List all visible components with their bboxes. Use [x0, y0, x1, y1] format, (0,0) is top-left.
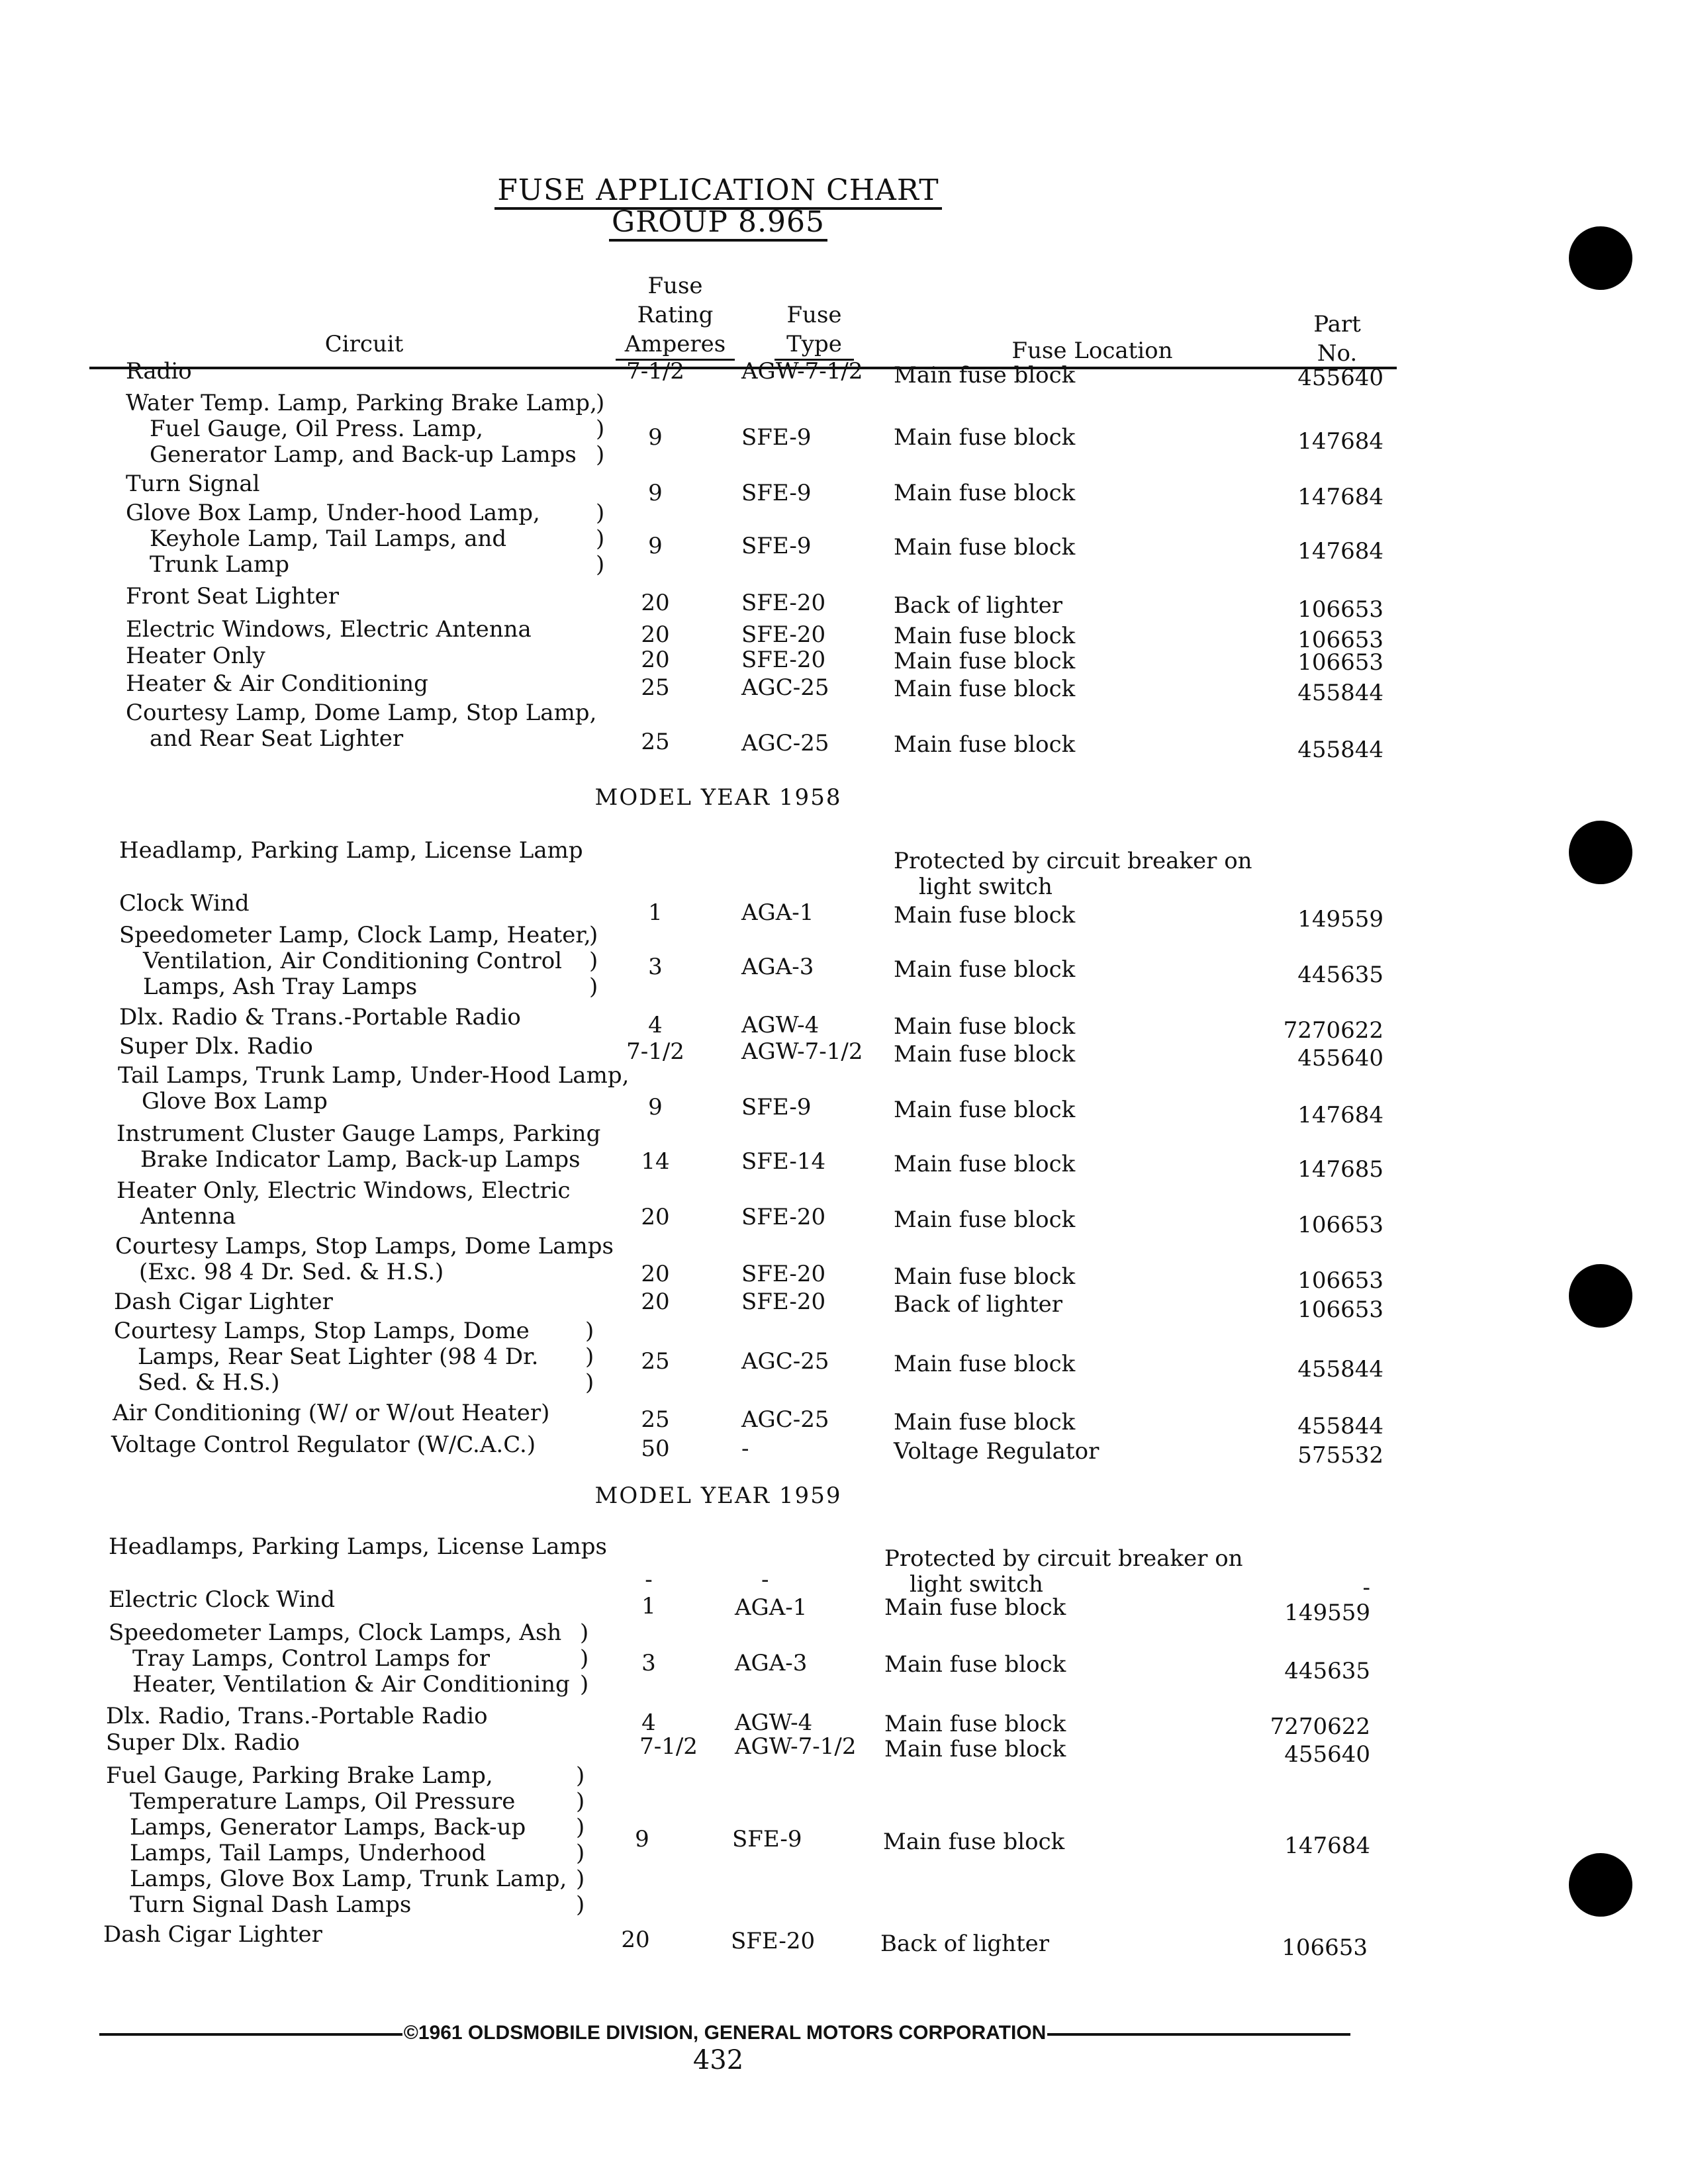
type-cell: SFE-9 — [741, 533, 812, 559]
circuit-line: Turn Signal Dash Lamps — [130, 1891, 412, 1918]
header-location-label: Fuse Location — [1011, 338, 1173, 364]
type-cell: SFE-20 — [741, 590, 826, 616]
circuit-line: Super Dlx. Radio — [106, 1729, 300, 1756]
location-line: Main fuse block — [894, 648, 1076, 674]
part-cell: 455844 — [1297, 1356, 1383, 1383]
circuit-line: Glove Box Lamp, Under-hood Lamp, — [126, 500, 540, 526]
location-line: Main fuse block — [894, 956, 1076, 983]
location-line: Main fuse block — [894, 424, 1076, 451]
circuit-line: Generator Lamp, and Back-up Lamps — [150, 441, 577, 468]
circuit-line: Ventilation, Air Conditioning Control — [143, 948, 563, 974]
location-cell — [894, 480, 1317, 506]
header-type-line-2: Type — [774, 330, 854, 361]
circuit-cell — [109, 1620, 570, 1698]
part-cell: 147684 — [1284, 1833, 1370, 1859]
type-cell: - — [761, 1567, 769, 1593]
circuit-line: Lamps, Glove Box Lamp, Trunk Lamp, — [130, 1866, 567, 1892]
circuit-line: Voltage Control Regulator (W/C.A.C.) — [111, 1432, 536, 1458]
copyright-text: ©1961 OLDSMOBILE DIVISION, GENERAL MOTORS CORPORATION — [403, 2022, 1047, 2044]
type-cell: AGA-1 — [741, 899, 814, 926]
grouping-brace: ) ) ) ) ) ) — [576, 1762, 585, 1918]
circuit-cell — [114, 1318, 538, 1396]
location-line: Main fuse block — [894, 1013, 1076, 1040]
location-cell — [894, 425, 1317, 451]
circuit-cell — [119, 1005, 521, 1030]
location-line: Protected by circuit breaker on — [894, 848, 1252, 874]
type-cell: SFE-9 — [732, 1826, 802, 1852]
amperes-cell: 4 — [648, 1012, 663, 1038]
part-cell: 106653 — [1297, 649, 1383, 676]
location-line: Voltage Regulator — [894, 1438, 1100, 1465]
location-line: Main fuse block — [894, 1151, 1076, 1177]
location-cell — [894, 1351, 1317, 1377]
circuit-cell — [106, 1704, 488, 1729]
circuit-line: Courtesy Lamps, Stop Lamps, Dome — [114, 1318, 530, 1344]
amperes-cell: 25 — [641, 674, 670, 701]
header-part-line-1: Part — [1313, 311, 1361, 338]
part-cell: 147684 — [1297, 428, 1383, 455]
location-line: Main fuse block — [894, 362, 1076, 388]
location-line: Main fuse block — [894, 1351, 1076, 1377]
circuit-cell — [126, 617, 532, 643]
header-rating — [616, 271, 735, 361]
part-cell: 106653 — [1297, 596, 1383, 623]
circuit-line: Super Dlx. Radio — [119, 1033, 313, 1060]
circuit-cell — [111, 1432, 536, 1458]
type-cell: AGC-25 — [741, 674, 829, 701]
location-line: Main fuse block — [894, 480, 1076, 506]
amperes-cell: - — [645, 1567, 653, 1593]
location-cell — [894, 1014, 1317, 1040]
type-cell: AGW-7-1/2 — [735, 1733, 857, 1760]
location-line: Main fuse block — [894, 1041, 1076, 1068]
location-cell — [894, 1042, 1317, 1068]
circuit-line: Tail Lamps, Trunk Lamp, Under-Hood Lamp, — [118, 1062, 630, 1089]
circuit-line: and Rear Seat Lighter — [150, 725, 404, 752]
amperes-cell: 9 — [635, 1826, 649, 1852]
part-cell: 7270622 — [1270, 1713, 1370, 1740]
circuit-line: Heater Only — [126, 643, 265, 669]
amperes-cell: 3 — [648, 954, 663, 980]
header-type — [774, 300, 854, 361]
copyright-text-wrap — [99, 2019, 1350, 2048]
amperes-cell: 7-1/2 — [626, 1038, 684, 1065]
circuit-cell — [106, 1763, 567, 1918]
part-cell: 455640 — [1284, 1741, 1370, 1768]
circuit-line: Dlx. Radio, Trans.-Portable Radio — [106, 1703, 488, 1729]
header-location — [993, 336, 1192, 365]
part-cell: 147684 — [1297, 484, 1383, 510]
circuit-line: Heater & Air Conditioning — [126, 670, 428, 697]
amperes-cell: 9 — [648, 480, 663, 506]
amperes-cell: 25 — [641, 729, 670, 755]
page-title — [0, 173, 1436, 207]
circuit-line: Glove Box Lamp — [142, 1088, 328, 1115]
amperes-cell: 9 — [648, 1094, 663, 1120]
location-cell — [894, 623, 1317, 649]
circuit-line: Keyhole Lamp, Tail Lamps, and — [150, 525, 507, 552]
circuit-line: Trunk Lamp — [150, 551, 289, 578]
location-cell — [880, 1931, 1304, 1957]
part-cell: - — [1362, 1574, 1370, 1601]
amperes-cell: 50 — [641, 1435, 670, 1462]
amperes-cell: 20 — [641, 1261, 670, 1287]
circuit-cell — [126, 584, 339, 610]
part-cell: 445635 — [1284, 1658, 1370, 1684]
copyright-footer — [99, 2019, 1350, 2048]
header-part-line-2: No. — [1317, 340, 1358, 367]
circuit-line: Dash Cigar Lighter — [114, 1289, 333, 1315]
amperes-cell: 1 — [641, 1593, 656, 1619]
location-cell — [883, 1829, 1307, 1855]
location-cell — [894, 1097, 1317, 1123]
amperes-cell: 20 — [621, 1927, 650, 1953]
type-cell: AGC-25 — [741, 730, 829, 756]
amperes-cell: 7-1/2 — [639, 1733, 698, 1760]
location-cell — [894, 1410, 1317, 1435]
type-cell: AGW-7-1/2 — [741, 358, 863, 385]
type-cell: SFE-20 — [741, 621, 826, 648]
grouping-brace: ) ) ) — [596, 390, 605, 468]
circuit-cell — [113, 1400, 549, 1426]
circuit-cell — [115, 1234, 614, 1285]
circuit-line: Water Temp. Lamp, Parking Brake Lamp, — [126, 390, 597, 416]
circuit-line: Turn Signal — [126, 471, 260, 497]
type-cell: - — [741, 1435, 749, 1462]
header-rating-line-1: Fuse — [647, 273, 703, 299]
location-cell — [894, 1292, 1317, 1318]
type-cell: SFE-9 — [741, 424, 812, 451]
location-line: Back of lighter — [894, 592, 1063, 619]
type-cell: SFE-20 — [741, 1289, 826, 1315]
location-line: Main fuse block — [894, 676, 1076, 702]
location-cell — [894, 1152, 1317, 1177]
location-line: Main fuse block — [884, 1736, 1066, 1762]
circuit-line: Brake Indicator Lamp, Back-up Lamps — [140, 1146, 581, 1173]
type-cell: AGA-1 — [735, 1594, 808, 1621]
grouping-brace: ) ) ) — [596, 500, 605, 578]
amperes-cell: 20 — [641, 590, 670, 616]
type-cell: SFE-9 — [741, 1094, 812, 1120]
circuit-line: Electric Clock Wind — [109, 1586, 336, 1613]
header-type-line-1: Fuse — [786, 302, 842, 328]
part-cell: 106653 — [1297, 1267, 1383, 1294]
location-cell — [894, 903, 1317, 929]
location-line: Main fuse block — [894, 1263, 1076, 1290]
part-cell: 455640 — [1297, 365, 1383, 391]
amperes-cell: 25 — [641, 1406, 670, 1433]
location-cell — [894, 1439, 1317, 1465]
location-line: light switch — [919, 874, 1053, 900]
location-line: Main fuse block — [894, 1206, 1076, 1233]
part-cell: 445635 — [1297, 962, 1383, 988]
circuit-line: Front Seat Lighter — [126, 583, 339, 610]
circuit-line: Temperature Lamps, Oil Pressure — [130, 1788, 516, 1815]
type-cell: SFE-14 — [741, 1148, 826, 1175]
page-subtitle — [0, 205, 1436, 239]
circuit-line: Fuel Gauge, Oil Press. Lamp, — [150, 416, 483, 442]
amperes-cell: 1 — [648, 899, 663, 926]
amperes-cell: 20 — [641, 647, 670, 673]
location-line: Back of lighter — [880, 1931, 1050, 1957]
section-label-1958: MODEL YEAR 1958 — [594, 784, 842, 811]
circuit-line: Dlx. Radio & Trans.-Portable Radio — [119, 1004, 521, 1030]
circuit-cell — [126, 471, 260, 497]
circuit-line: Courtesy Lamp, Dome Lamp, Stop Lamp, — [126, 700, 597, 726]
circuit-line: Headlamp, Parking Lamp, License Lamp — [119, 837, 583, 864]
location-cell — [894, 649, 1317, 674]
location-line: light switch — [910, 1571, 1043, 1598]
circuit-line: Speedometer Lamps, Clock Lamps, Ash — [109, 1619, 562, 1646]
circuit-cell — [117, 1121, 600, 1173]
circuit-cell — [109, 1534, 607, 1560]
circuit-cell — [126, 500, 540, 578]
circuit-cell — [119, 891, 250, 917]
circuit-line: Heater Only, Electric Windows, Electric — [117, 1177, 571, 1204]
circuit-line: Lamps, Ash Tray Lamps — [143, 974, 418, 1000]
location-cell — [894, 848, 1317, 900]
amperes-cell: 25 — [641, 1348, 670, 1375]
type-cell: SFE-9 — [741, 480, 812, 506]
type-cell: SFE-20 — [741, 1261, 826, 1287]
part-cell: 149559 — [1297, 906, 1383, 933]
part-cell: 455844 — [1297, 1413, 1383, 1439]
location-line: Main fuse block — [894, 1097, 1076, 1123]
circuit-cell — [126, 700, 596, 752]
header-rating-line-2: Rating — [637, 302, 714, 328]
page-number: 432 — [692, 2045, 744, 2075]
binder-hole-4 — [1569, 1853, 1632, 1917]
amperes-cell: 20 — [641, 1204, 670, 1230]
amperes-cell: 14 — [641, 1148, 670, 1175]
circuit-line: Lamps, Tail Lamps, Underhood — [130, 1840, 486, 1866]
part-cell: 106653 — [1297, 627, 1383, 653]
location-line: Main fuse block — [883, 1829, 1065, 1855]
circuit-line: Heater, Ventilation & Air Conditioning — [132, 1671, 570, 1698]
subtitle-text: GROUP 8.965 — [609, 205, 827, 242]
part-cell: 455640 — [1297, 1045, 1383, 1071]
binder-hole-3 — [1569, 1264, 1632, 1328]
location-cell — [894, 732, 1317, 758]
circuit-cell — [117, 1178, 571, 1230]
circuit-line: (Exc. 98 4 Dr. Sed. & H.S.) — [139, 1259, 444, 1285]
circuit-cell — [103, 1922, 322, 1948]
circuit-line: Antenna — [140, 1203, 236, 1230]
binder-hole-1 — [1569, 226, 1632, 290]
circuit-cell — [126, 643, 265, 669]
location-line: Main fuse block — [894, 534, 1076, 561]
location-cell — [894, 593, 1317, 619]
location-cell — [894, 957, 1317, 983]
circuit-cell — [126, 390, 597, 468]
amperes-cell: 9 — [648, 533, 663, 559]
location-line: Main fuse block — [894, 731, 1076, 758]
location-line: Protected by circuit breaker on — [884, 1545, 1243, 1572]
header-circuit-label: Circuit — [324, 331, 404, 357]
circuit-cell — [118, 1063, 629, 1115]
circuit-cell — [126, 359, 192, 385]
title-text: FUSE APPLICATION CHART — [494, 173, 941, 210]
circuit-line: Fuel Gauge, Parking Brake Lamp, — [106, 1762, 493, 1789]
header-part — [1297, 310, 1377, 368]
circuit-line: Tray Lamps, Control Lamps for — [132, 1645, 490, 1672]
type-cell: AGW-4 — [741, 1012, 820, 1038]
circuit-line: Instrument Cluster Gauge Lamps, Parking — [117, 1120, 601, 1147]
location-cell — [894, 676, 1317, 702]
location-cell — [894, 1264, 1317, 1290]
location-cell — [894, 535, 1317, 561]
circuit-line: Headlamps, Parking Lamps, License Lamps — [109, 1533, 607, 1560]
location-cell — [894, 363, 1317, 388]
type-cell: AGA-3 — [741, 954, 814, 980]
header-rating-line-3: Amperes — [616, 330, 735, 361]
part-cell: 106653 — [1282, 1934, 1368, 1961]
amperes-cell: 20 — [641, 1289, 670, 1315]
circuit-cell — [119, 838, 583, 864]
circuit-line: Lamps, Rear Seat Lighter (98 4 Dr. — [138, 1343, 539, 1370]
type-cell: SFE-20 — [731, 1928, 816, 1954]
location-line: Back of lighter — [894, 1291, 1063, 1318]
type-cell: AGA-3 — [735, 1650, 808, 1676]
amperes-cell: 3 — [641, 1650, 656, 1676]
part-cell: 455844 — [1297, 737, 1383, 763]
location-line: Main fuse block — [884, 1711, 1066, 1737]
grouping-brace: ) ) ) — [580, 1619, 589, 1698]
circuit-cell — [106, 1730, 300, 1756]
type-cell: SFE-20 — [741, 647, 826, 673]
location-line: Main fuse block — [884, 1594, 1066, 1621]
amperes-cell: 20 — [641, 621, 670, 648]
part-cell: 575532 — [1297, 1442, 1383, 1469]
circuit-cell — [114, 1289, 333, 1315]
circuit-cell — [126, 671, 428, 697]
part-cell: 106653 — [1297, 1212, 1383, 1238]
grouping-brace: ) ) ) — [585, 1318, 594, 1396]
amperes-cell: 7-1/2 — [626, 358, 684, 385]
location-line: Main fuse block — [884, 1651, 1066, 1678]
circuit-line: Electric Windows, Electric Antenna — [126, 616, 532, 643]
circuit-line: Dash Cigar Lighter — [103, 1921, 322, 1948]
type-cell: AGW-7-1/2 — [741, 1038, 863, 1065]
circuit-line: Sed. & H.S.) — [138, 1369, 280, 1396]
location-line: Main fuse block — [894, 902, 1076, 929]
type-cell: AGW-4 — [735, 1709, 813, 1736]
location-line: Main fuse block — [894, 623, 1076, 649]
circuit-cell — [119, 923, 591, 1000]
binder-hole-2 — [1569, 821, 1632, 884]
part-cell: 455844 — [1297, 680, 1383, 706]
location-line: Main fuse block — [894, 1409, 1076, 1435]
part-cell: 147685 — [1297, 1156, 1383, 1183]
circuit-cell — [109, 1587, 335, 1613]
amperes-cell: 9 — [648, 424, 663, 451]
circuit-line: Speedometer Lamp, Clock Lamp, Heater, — [119, 922, 591, 948]
type-cell: AGC-25 — [741, 1406, 829, 1433]
section-label-1959: MODEL YEAR 1959 — [594, 1482, 842, 1509]
amperes-cell: 4 — [641, 1709, 656, 1736]
header-circuit — [305, 330, 424, 359]
type-cell: SFE-20 — [741, 1204, 826, 1230]
part-cell: 106653 — [1297, 1297, 1383, 1323]
type-cell: AGC-25 — [741, 1348, 829, 1375]
circuit-line: Courtesy Lamps, Stop Lamps, Dome Lamps — [115, 1233, 614, 1259]
part-cell: 7270622 — [1283, 1017, 1383, 1044]
circuit-line: Radio — [126, 358, 192, 385]
circuit-cell — [119, 1034, 313, 1060]
grouping-brace: ) ) ) — [589, 922, 598, 1000]
part-cell: 149559 — [1284, 1600, 1370, 1626]
circuit-line: Air Conditioning (W/ or W/out Heater) — [113, 1400, 550, 1426]
circuit-line: Clock Wind — [119, 890, 250, 917]
circuit-line: Lamps, Generator Lamps, Back-up — [130, 1814, 526, 1841]
part-cell: 147684 — [1297, 1102, 1383, 1128]
location-cell — [894, 1207, 1317, 1233]
part-cell: 147684 — [1297, 538, 1383, 565]
